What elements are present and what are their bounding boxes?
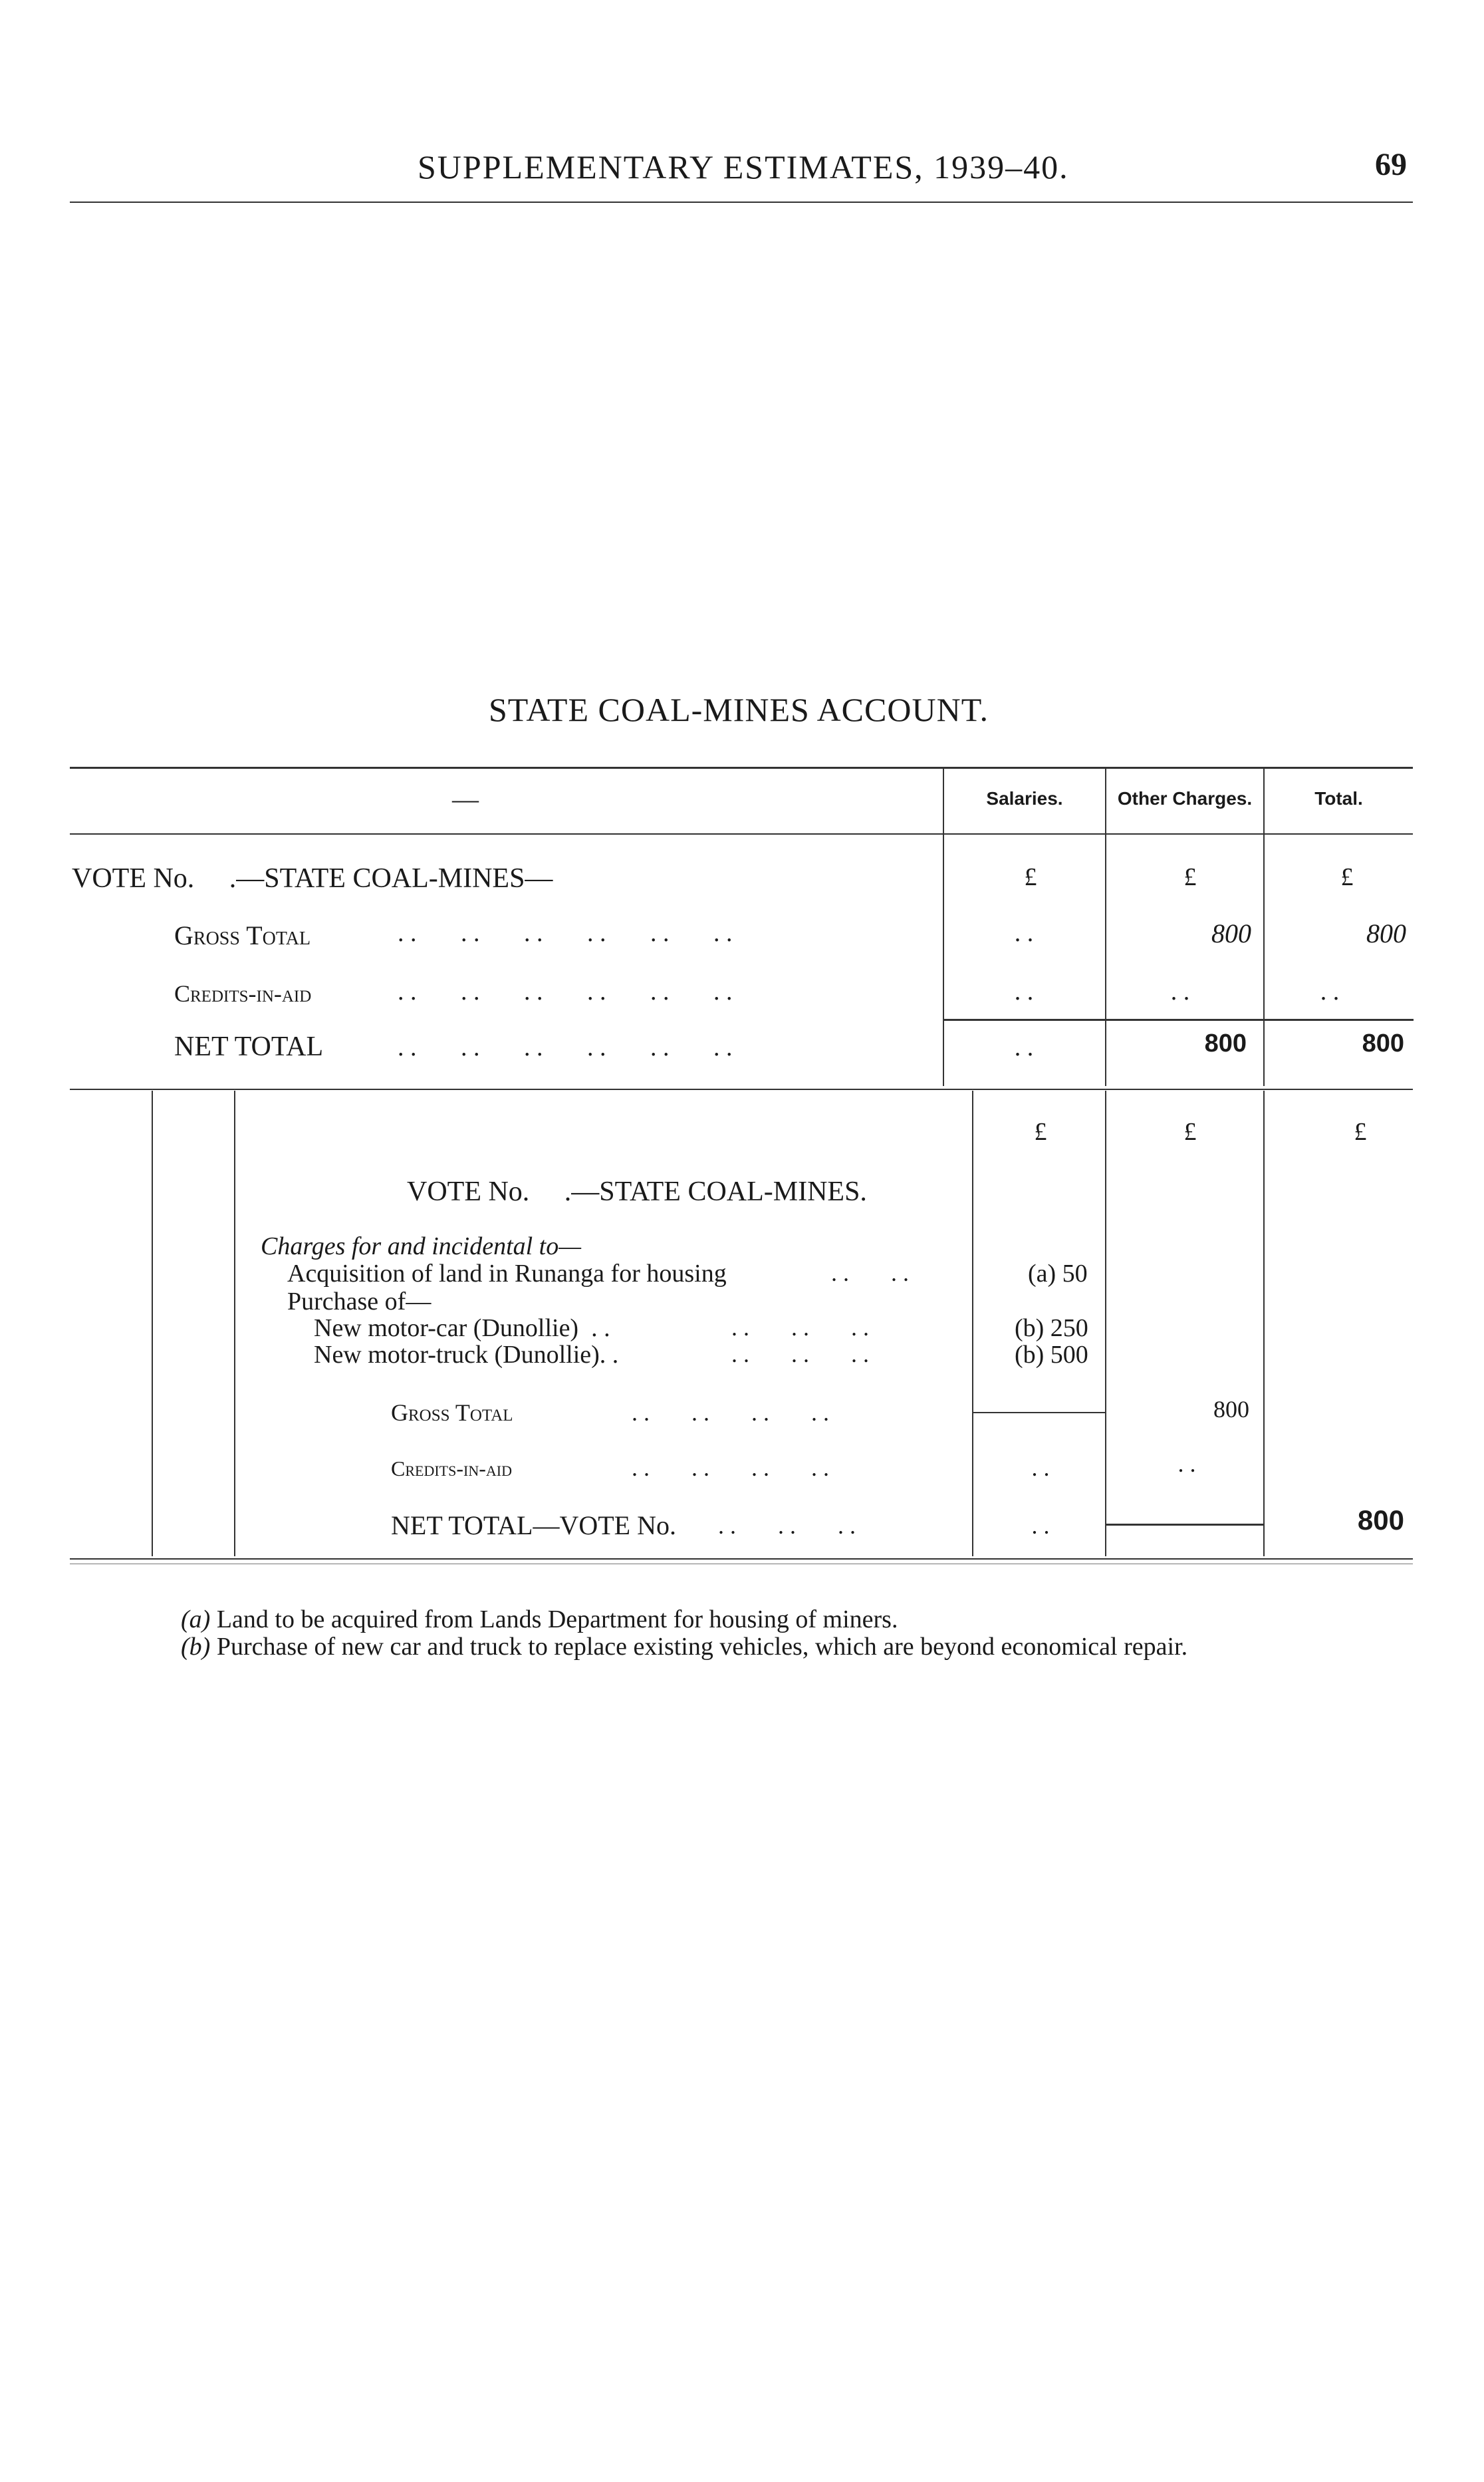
footnote-b xyxy=(181,1632,1187,1661)
summary-net-total-other: 800 xyxy=(1204,1030,1247,1057)
summary-col-divider-1 xyxy=(943,767,944,1086)
item-label-motor-truck: New motor-truck (Dunollie). . xyxy=(314,1341,619,1369)
detail-col-divider-3 xyxy=(1263,1091,1265,1556)
footnote-a-mark: (a) xyxy=(181,1605,211,1633)
summary-net-total-total: 800 xyxy=(1362,1030,1404,1057)
detail-gross-total-leaders: . . . . . . . . xyxy=(632,1399,829,1426)
detail-net-total-leaders: . . . . . . xyxy=(718,1512,856,1539)
account-title: STATE COAL-MINES ACCOUNT. xyxy=(489,691,989,728)
summary-credits-salaries: . . xyxy=(1014,978,1034,1006)
summary-credits-label: Credits-in-aid xyxy=(174,980,312,1007)
summary-credits-total: . . xyxy=(1320,978,1340,1006)
detail-bottom-rule-1 xyxy=(70,1558,1413,1560)
header-rule xyxy=(70,202,1413,203)
charges-heading: Charges for and incidental to— xyxy=(261,1232,582,1260)
detail-net-total-salaries: . . xyxy=(1031,1512,1050,1539)
summary-gross-total-other: 800 xyxy=(1211,918,1251,948)
currency-other: £ xyxy=(1183,863,1197,891)
currency-total: £ xyxy=(1340,863,1354,891)
item-label-purchase: Purchase of— xyxy=(287,1288,432,1315)
detail-col-divider-1 xyxy=(972,1091,973,1556)
summary-col-divider-3 xyxy=(1263,767,1265,1086)
detail-other-total-rule xyxy=(1106,1524,1263,1526)
detail-net-total-label: NET TOTAL—VOTE No. xyxy=(391,1510,676,1540)
summary-col-divider-2 xyxy=(1105,767,1106,1086)
item-salaries-motor-car: (b) 250 xyxy=(1015,1314,1088,1342)
detail-gross-total-other: 800 xyxy=(1213,1396,1249,1423)
item-label-motor-car: New motor-car (Dunollie) . . xyxy=(314,1314,610,1342)
summary-net-rule xyxy=(943,1019,1414,1021)
currency-salaries: £ xyxy=(1024,863,1037,891)
page-number: 69 xyxy=(1375,147,1407,182)
detail-net-total-total: 800 xyxy=(1357,1504,1404,1536)
summary-gross-total-leaders: . . . . . . . . . . . . xyxy=(398,919,733,947)
detail-credits-other: . . xyxy=(1177,1450,1196,1477)
summary-gross-total-total: 800 xyxy=(1366,918,1406,948)
column-header-other-charges: Other Charges. xyxy=(1117,788,1253,809)
summary-net-total-leaders: . . . . . . . . . . . . xyxy=(398,1034,733,1061)
item-salaries-land: (a) 50 xyxy=(1028,1260,1088,1288)
column-header-salaries: Salaries. xyxy=(986,788,1063,809)
footnote-a xyxy=(181,1605,898,1634)
item-leaders-land: . . . . xyxy=(831,1260,909,1286)
running-title: SUPPLEMENTARY ESTIMATES, 1939–40. xyxy=(418,148,1069,186)
summary-top-rule xyxy=(70,767,1413,769)
summary-gross-total-salaries: . . xyxy=(1014,919,1034,947)
summary-net-total-salaries: . . xyxy=(1014,1034,1034,1061)
footnote-b-mark: (b) xyxy=(181,1633,211,1661)
footnote-b-text: Purchase of new car and truck to replace existing vehicles, which are beyond economical repair. xyxy=(216,1633,1188,1661)
item-label-land: Acquisition of land in Runanga for housing xyxy=(287,1260,727,1288)
detail-currency-salaries: £ xyxy=(1034,1118,1047,1146)
detail-credits-salaries: . . xyxy=(1031,1454,1050,1481)
detail-currency-other: £ xyxy=(1183,1118,1197,1146)
summary-credits-leaders: . . . . . . . . . . . . xyxy=(398,978,733,1006)
detail-salaries-subtotal-rule xyxy=(973,1412,1105,1413)
detail-col-divider-2 xyxy=(1105,1091,1106,1556)
vote-line: VOTE No. .—STATE COAL-MINES— xyxy=(72,863,553,894)
detail-margin-rule-2 xyxy=(234,1091,235,1556)
detail-currency-total: £ xyxy=(1354,1118,1367,1146)
summary-credits-other: . . xyxy=(1170,978,1190,1006)
item-salaries-motor-truck: (b) 500 xyxy=(1015,1341,1088,1369)
summary-gross-total-label: Gross Total xyxy=(174,920,311,950)
detail-credits-leaders: . . . . . . . . xyxy=(632,1454,829,1481)
detail-margin-rule-1 xyxy=(152,1091,153,1556)
detail-gross-total-label: Gross Total xyxy=(391,1399,513,1426)
detail-vote-heading: VOTE No. .—STATE COAL-MINES. xyxy=(407,1176,867,1207)
footnote-a-text: Land to be acquired from Lands Department for housing of miners. xyxy=(216,1605,898,1633)
stub-heading: — xyxy=(452,784,479,814)
item-leaders-motor-car: . . . . . . xyxy=(731,1314,869,1341)
summary-net-total-label: NET TOTAL xyxy=(174,1032,324,1062)
detail-credits-label: Credits-in-aid xyxy=(391,1456,512,1480)
item-leaders-motor-truck: . . . . . . xyxy=(731,1341,869,1367)
summary-header-rule xyxy=(70,833,1413,835)
column-header-total: Total. xyxy=(1314,788,1363,809)
summary-bottom-rule xyxy=(70,1089,1413,1090)
